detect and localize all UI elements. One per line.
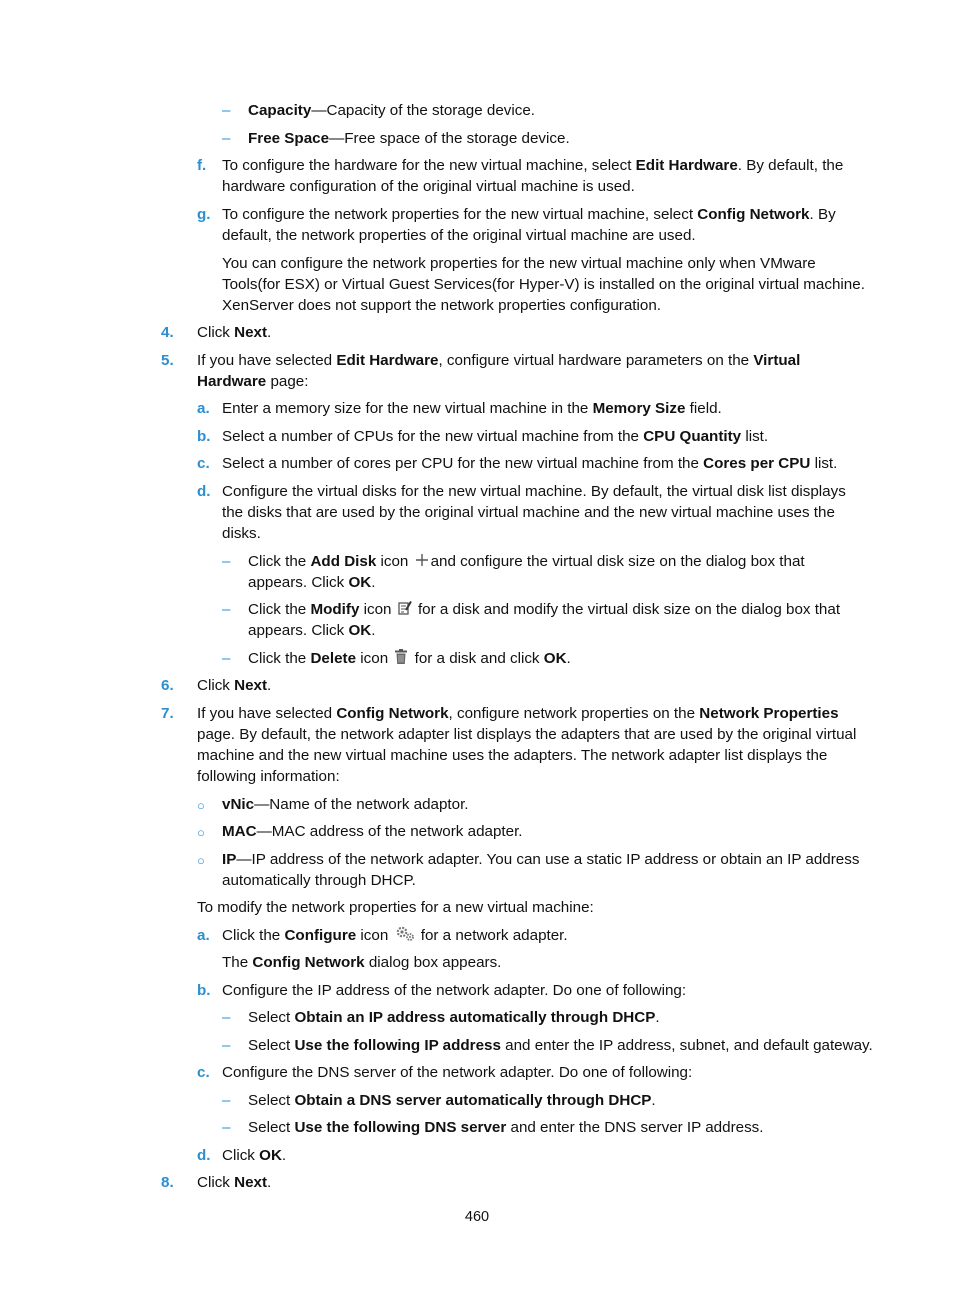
text-line (222, 952, 501, 973)
bold-term: vNic (222, 796, 255, 813)
text-run: Click (222, 1147, 260, 1164)
text-run: Click the (248, 601, 311, 618)
text-line (222, 274, 865, 295)
text-line (222, 176, 635, 197)
text-run: To modify the network properties for a new virtual machine: (197, 899, 594, 916)
list-marker: g. (197, 206, 211, 223)
text-line (222, 925, 568, 948)
text-run: and configure the virtual disk size on the dialog box that (430, 553, 805, 570)
text-line (222, 1145, 286, 1166)
text-line (222, 980, 686, 1001)
text-run: list. (741, 428, 769, 445)
bold-term: Memory Size (592, 400, 686, 417)
text-line (197, 703, 839, 724)
trash-icon (394, 649, 408, 671)
list-marker: f. (197, 157, 207, 174)
text-run: hardware configuration of the original virtual machine is used. (222, 178, 635, 195)
text-line (197, 1172, 271, 1193)
dash-bullet: – (222, 1119, 231, 1136)
text-run: appears. Click (248, 574, 349, 591)
text-run: icon (376, 553, 413, 570)
text-line (248, 572, 375, 593)
text-run: list. (810, 455, 838, 472)
text-run: and enter the DNS server IP address. (506, 1119, 764, 1136)
text-run: field. (685, 400, 722, 417)
text-line (248, 100, 535, 121)
bold-term: Virtual (753, 352, 801, 369)
bold-term: Use the following IP address (294, 1037, 501, 1054)
text-line (222, 870, 416, 891)
dash-bullet: – (222, 1092, 231, 1109)
text-line (248, 1007, 660, 1028)
gears-icon (395, 926, 415, 948)
bold-term: Network Properties (699, 705, 839, 722)
text-run: The (222, 954, 253, 971)
text-line (222, 426, 768, 447)
text-run: Click the (222, 927, 285, 944)
text-run: . By (809, 206, 836, 223)
bold-term: Config Network (336, 705, 449, 722)
list-marker: a. (197, 927, 210, 944)
text-run: Tools(for ESX) or Virtual Guest Services(for Hyper-V) is installed on the original virtual machine. (222, 276, 865, 293)
text-run: for a disk and click (410, 650, 544, 667)
text-line (248, 620, 375, 641)
dash-bullet: – (222, 553, 231, 570)
plus-icon (415, 552, 429, 574)
text-line (197, 371, 308, 392)
bold-term: Use the following DNS server (294, 1119, 507, 1136)
dash-bullet: – (222, 130, 231, 147)
text-run: . (281, 1147, 287, 1164)
text-run: , configure virtual hardware parameters on the (438, 352, 754, 369)
text-run: disks. (222, 525, 261, 542)
text-line (222, 453, 837, 474)
text-run: appears. Click (248, 622, 349, 639)
text-line (248, 648, 571, 671)
text-run: . (267, 1174, 272, 1191)
text-line (222, 253, 816, 274)
bold-term: OK (543, 650, 567, 667)
text-line (222, 295, 661, 316)
dash-bullet: – (222, 1009, 231, 1026)
text-run: Configure the DNS server of the network adapter. Do one of following: (222, 1064, 693, 1081)
text-line (222, 481, 846, 502)
bold-term: Add Disk (310, 553, 377, 570)
text-run: machine and the new virtual machine uses the adapters. The network adapter list displays the (197, 747, 828, 764)
text-line (248, 128, 570, 149)
bold-term: Next (234, 677, 268, 694)
text-run: Click (197, 1174, 235, 1191)
text-run: Click the (248, 650, 311, 667)
text-line (222, 502, 835, 523)
text-run: Select (248, 1119, 295, 1136)
bold-term: Modify (310, 601, 360, 618)
list-marker: a. (197, 400, 210, 417)
text-run: automatically through DHCP. (222, 872, 416, 889)
list-marker: 7. (161, 705, 174, 722)
text-line (222, 225, 696, 246)
text-run: . (371, 622, 376, 639)
text-run: —Capacity of the storage device. (311, 102, 536, 119)
circle-bullet: ○ (197, 825, 205, 840)
text-run: page: (266, 373, 309, 390)
text-run: Select (248, 1037, 295, 1054)
edit-icon (398, 600, 412, 622)
text-run: for a disk and modify the virtual disk size on the dialog box that (413, 601, 841, 618)
text-run: . (651, 1092, 656, 1109)
text-run: Select (248, 1009, 295, 1026)
text-line (248, 599, 840, 622)
text-run: . By default, the (737, 157, 844, 174)
bold-term: OK (348, 622, 372, 639)
bold-term: Edit Hardware (336, 352, 439, 369)
dash-bullet: – (222, 102, 231, 119)
bold-term: MAC (222, 823, 257, 840)
text-run: the disks that are used by the original virtual machine and the new virtual machine uses the (222, 504, 835, 521)
bold-term: Delete (310, 650, 357, 667)
text-run: following information: (197, 768, 340, 785)
text-run: , configure network properties on the (448, 705, 700, 722)
text-run: . (267, 677, 272, 694)
bold-term: OK (259, 1147, 282, 1164)
bold-term: OK (348, 574, 372, 591)
dash-bullet: – (222, 601, 231, 618)
text-line (222, 849, 859, 870)
text-line (222, 155, 843, 176)
list-marker: 5. (161, 352, 174, 369)
bold-term: Obtain an IP address automatically through DHCP (294, 1009, 656, 1026)
text-run: for a network adapter. (416, 927, 568, 944)
text-run: dialog box appears. (364, 954, 502, 971)
text-run: icon (359, 601, 396, 618)
bold-term: Capacity (248, 102, 312, 119)
list-marker: c. (197, 455, 210, 472)
list-marker: 8. (161, 1174, 174, 1191)
text-run: If you have selected (197, 705, 337, 722)
text-line (197, 322, 271, 343)
text-line (222, 821, 523, 842)
bold-term: Free Space (248, 130, 330, 147)
text-line (248, 551, 805, 574)
text-run: XenServer does not support the network properties configuration. (222, 297, 662, 314)
text-line (197, 350, 800, 371)
text-run: Configure the IP address of the network adapter. Do one of following: (222, 982, 687, 999)
bold-term: Cores per CPU (703, 455, 811, 472)
bold-term: Config Network (252, 954, 365, 971)
text-run: To configure the network properties for the new virtual machine, select (222, 206, 698, 223)
dash-bullet: – (222, 1037, 231, 1054)
text-line (197, 766, 340, 787)
bold-term: Config Network (697, 206, 810, 223)
text-run: icon (356, 927, 393, 944)
list-marker: d. (197, 1147, 211, 1164)
text-run: You can configure the network properties for the new virtual machine only when VMware (222, 255, 816, 272)
text-run: —MAC address of the network adapter. (256, 823, 523, 840)
text-line (222, 523, 261, 544)
text-run: . (267, 324, 272, 341)
bold-term: Obtain a DNS server automatically through DHCP (294, 1092, 652, 1109)
text-run: Enter a memory size for the new virtual machine in the (222, 400, 593, 417)
text-run: default, the network properties of the original virtual machine are used. (222, 227, 696, 244)
text-line (222, 794, 469, 815)
text-line (248, 1090, 656, 1111)
list-marker: c. (197, 1064, 210, 1081)
page-number: 460 (464, 1209, 490, 1225)
text-run: To configure the hardware for the new virtual machine, select (222, 157, 636, 174)
text-line (197, 745, 827, 766)
text-run: If you have selected (197, 352, 337, 369)
list-marker: 6. (161, 677, 174, 694)
dash-bullet: – (222, 650, 231, 667)
text-run: —IP address of the network adapter. You can use a static IP address or obtain an IP address (236, 851, 860, 868)
bold-term: Next (234, 1174, 268, 1191)
bold-term: IP (222, 851, 237, 868)
text-run: Click (197, 324, 235, 341)
text-run: . (655, 1009, 660, 1026)
text-run: Select a number of cores per CPU for the new virtual machine from the (222, 455, 704, 472)
bold-term: Next (234, 324, 268, 341)
text-line (222, 204, 836, 225)
circle-bullet: ○ (197, 798, 205, 813)
text-line (222, 1062, 692, 1083)
list-marker: 4. (161, 324, 174, 341)
text-run: Select a number of CPUs for the new virtual machine from the (222, 428, 644, 445)
text-run: Click the (248, 553, 311, 570)
circle-bullet: ○ (197, 853, 205, 868)
bold-term: Configure (284, 927, 357, 944)
text-run: icon (356, 650, 393, 667)
text-line (197, 724, 856, 745)
text-line (248, 1117, 763, 1138)
text-line (197, 897, 594, 918)
bold-term: CPU Quantity (643, 428, 742, 445)
text-line (222, 398, 722, 419)
text-run: Configure the virtual disks for the new virtual machine. By default, the virtual disk list displays (222, 483, 846, 500)
list-marker: b. (197, 982, 211, 999)
text-run: . (566, 650, 571, 667)
text-run: and enter the IP address, subnet, and default gateway. (500, 1037, 873, 1054)
bold-term: Edit Hardware (635, 157, 738, 174)
list-marker: d. (197, 483, 211, 500)
text-run: . (371, 574, 376, 591)
list-marker: b. (197, 428, 211, 445)
text-run: —Name of the network adaptor. (254, 796, 469, 813)
text-line (197, 675, 271, 696)
text-run: Select (248, 1092, 295, 1109)
text-line (248, 1035, 873, 1056)
text-run: page. By default, the network adapter list displays the adapters that are used by the original virtual (197, 726, 857, 743)
text-run: Click (197, 677, 235, 694)
bold-term: Hardware (197, 373, 267, 390)
text-run: —Free space of the storage device. (329, 130, 570, 147)
